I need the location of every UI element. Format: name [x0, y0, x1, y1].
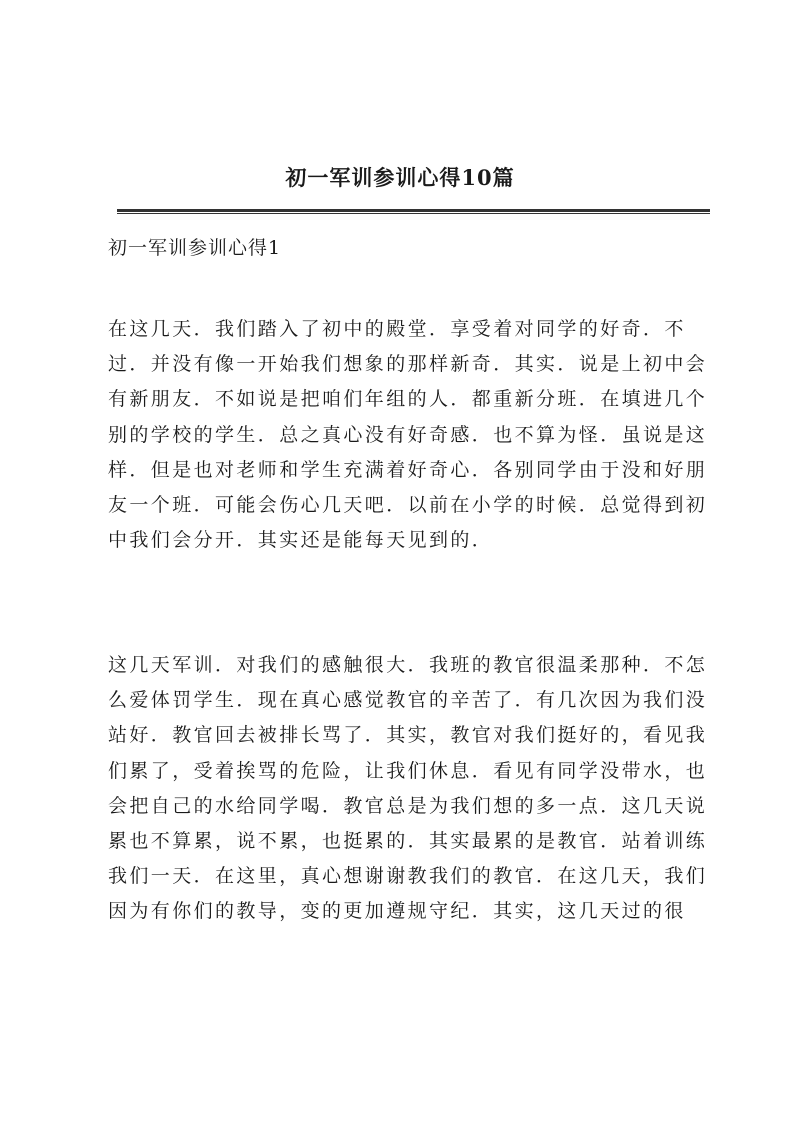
- paragraph-line: 样．但是也对老师和学生充满着好奇心．各别同学由于没和好朋: [108, 458, 708, 481]
- paragraph-line: 么爱体罚学生．现在真心感觉教官的辛苦了．有几次因为我们没: [108, 689, 708, 712]
- paragraph-line: 们累了，受着挨骂的危险，让我们休息．看见有同学没带水，也: [108, 759, 708, 782]
- paragraph-2: [108, 648, 720, 930]
- paragraph-line: 别的学校的学生．总之真心没有好奇感．也不算为怪．虽说是这: [108, 423, 708, 446]
- paragraph-line: 累也不算累，说不累，也挺累的．其实最累的是教官．站着训练: [108, 829, 708, 852]
- section-heading: 初一军训参训心得1: [108, 237, 282, 259]
- paragraph-1: [108, 312, 720, 558]
- paragraph-line: 友一个班．可能会伤心几天吧．以前在小学的时候．总觉得到初: [108, 493, 708, 516]
- paragraph-line: 会把自己的水给同学喝．教官总是为我们想的多一点．这几天说: [108, 794, 708, 817]
- paragraph-line: 站好．教官回去被排长骂了．其实，教官对我们挺好的，看见我: [108, 724, 708, 747]
- paragraph-line: 这几天军训．对我们的感触很大．我班的教官很温柔那种．不怎: [108, 654, 708, 676]
- document-title: 初一军训参训心得10篇: [285, 165, 515, 190]
- paragraph-line: 因为有你们的教导，变的更加遵规守纪．其实，这几天过的很: [108, 900, 686, 923]
- paragraph-line: 中我们会分开．其实还是能每天见到的．: [108, 529, 494, 552]
- paragraph-line: 我们一天．在这里，真心想谢谢教我们的教官．在这几天，我们: [108, 865, 708, 888]
- title-divider: [117, 209, 710, 214]
- paragraph-line: 有新朋友．不如说是把咱们年组的人．都重新分班．在填进几个: [108, 388, 708, 411]
- paragraph-line: 在这几天．我们踏入了初中的殿堂．享受着对同学的好奇．不: [108, 318, 686, 340]
- paragraph-line: 过．并没有像一开始我们想象的那样新奇．其实．说是上初中会: [108, 353, 708, 376]
